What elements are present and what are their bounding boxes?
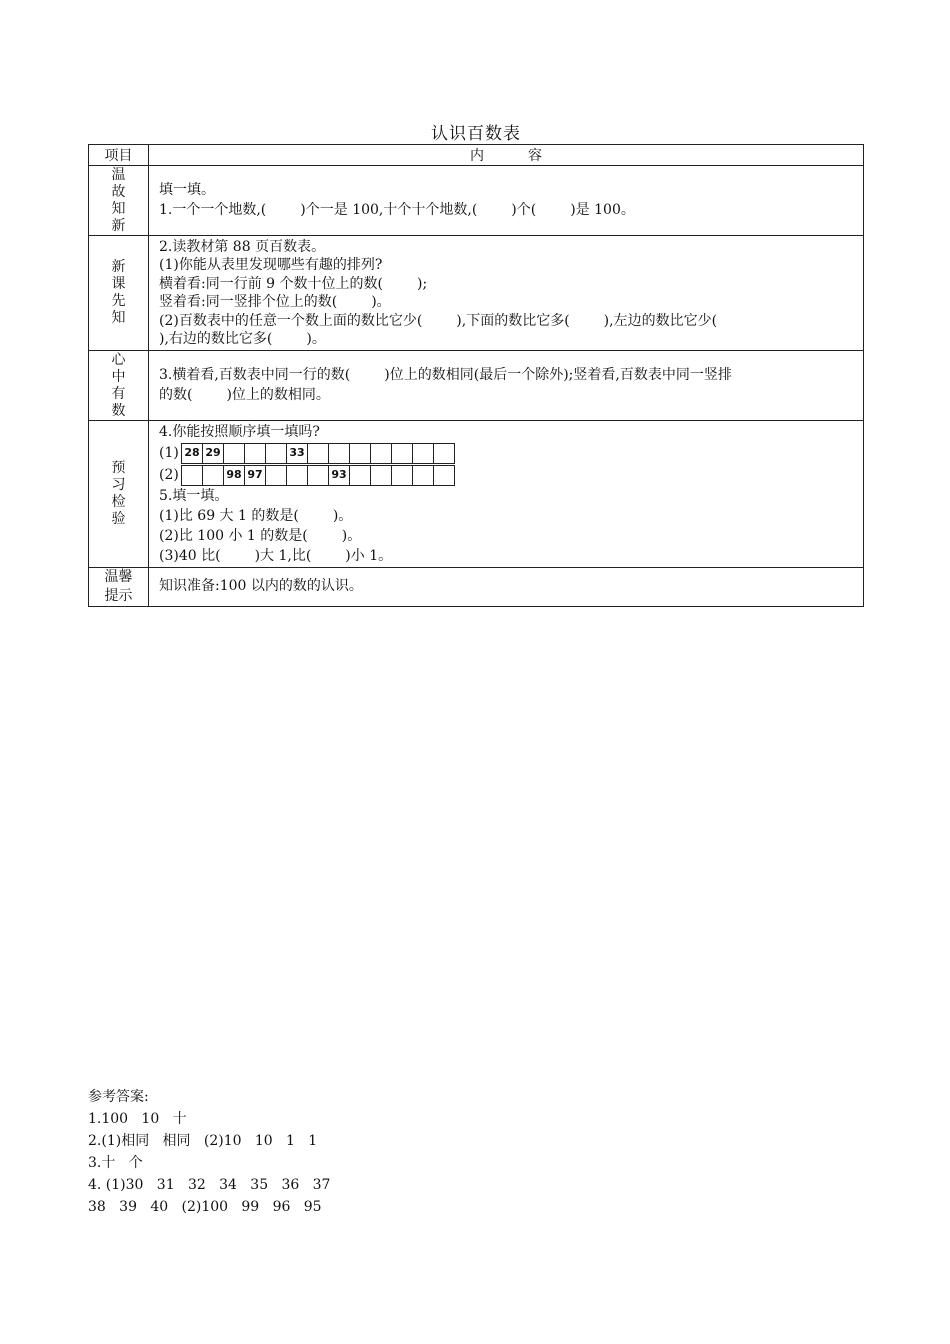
label-char: 知 — [111, 310, 126, 326]
sequence-cell[interactable] — [308, 444, 329, 464]
text-line: (2)百数表中的任意一个数上面的数比它少( ),下面的数比它多( ),左边的数比它少( — [159, 312, 718, 329]
label-char: 新 — [111, 217, 126, 234]
question-5: 5.填一填。 — [159, 488, 229, 504]
sequence-cell[interactable] — [413, 444, 434, 464]
sequence-label: (2) — [159, 467, 179, 483]
label-char: 新 — [111, 259, 126, 275]
section-new-lesson-label — [89, 236, 149, 351]
text-line: 横着看:同一行前 9 个数十位上的数( ); — [159, 275, 428, 292]
label-char: 温 — [111, 166, 126, 183]
sequence-cell[interactable] — [266, 466, 287, 486]
sequence-cell[interactable] — [350, 466, 371, 486]
sequence-cell[interactable] — [392, 444, 413, 464]
text-line: (1)你能从表里发现哪些有趣的排列? — [159, 257, 383, 273]
text-line: 的数( )位上的数相同。 — [159, 386, 330, 403]
label-char: 故 — [111, 183, 126, 200]
text-line: (3)40 比( )大 1,比( )小 1。 — [159, 548, 393, 564]
sequence-cell[interactable] — [329, 444, 350, 464]
sequence-cell: 98 — [224, 466, 245, 486]
sequence-cell[interactable] — [371, 444, 392, 464]
section-preview-content — [149, 421, 864, 568]
sequence-boxes — [181, 443, 455, 464]
sequence-cell[interactable] — [266, 444, 287, 464]
section-new-lesson-content — [149, 236, 864, 351]
section-mind-label — [89, 351, 149, 421]
sequence-cell[interactable] — [350, 444, 371, 464]
sequence-cell[interactable] — [308, 466, 329, 486]
label-char: 心 — [111, 351, 126, 368]
sequence-cell[interactable] — [434, 444, 455, 464]
text-line: 填一填。 — [159, 182, 215, 198]
section-mind — [89, 351, 864, 421]
sequence-cell[interactable] — [371, 466, 392, 486]
label-char: 有 — [111, 385, 126, 402]
answer-line: 2.(1)相同 相同 (2)10 10 1 1 — [88, 1133, 318, 1149]
sequence-cell: 33 — [287, 444, 308, 464]
header-project: 项目 — [89, 145, 149, 166]
sequence-label: (1) — [159, 445, 179, 461]
text-line: ),右边的数比它多( )。 — [159, 331, 326, 347]
section-review-content — [149, 166, 864, 236]
sequence-row-1 — [159, 442, 854, 464]
label-char: 数 — [111, 402, 126, 419]
label-char: 先 — [111, 293, 126, 309]
sequence-cell[interactable] — [392, 466, 413, 486]
question-2: 2.读教材第 88 页百数表。 — [159, 238, 326, 255]
page-title: 认识百数表 — [431, 124, 521, 144]
section-mind-content — [149, 351, 864, 421]
sequence-cell: 29 — [203, 444, 224, 464]
label-line: 提示 — [104, 588, 133, 604]
label-char: 中 — [111, 368, 126, 385]
answer-line: 1.100 10 十 — [88, 1111, 187, 1127]
label-char: 习 — [111, 477, 126, 493]
sequence-cell[interactable] — [245, 444, 266, 464]
label-char: 验 — [111, 511, 126, 527]
worksheet-table — [88, 144, 864, 607]
table-header-row — [89, 145, 864, 166]
section-preview — [89, 421, 864, 568]
header-content — [149, 145, 864, 166]
question-1: 1.一个一个地数,( )个一是 100,十个十个地数,( )个( )是 100。 — [159, 201, 635, 218]
label-char: 检 — [111, 494, 126, 510]
section-tips-content: 知识准备:100 以内的数的认识。 — [149, 568, 864, 607]
section-tips-label — [89, 568, 149, 607]
header-content-char: 内 — [470, 148, 484, 164]
header-content-char: 容 — [528, 148, 542, 164]
section-tips — [89, 568, 864, 607]
sequence-cell: 28 — [182, 444, 203, 464]
sequence-row-2 — [159, 464, 854, 486]
sequence-cell[interactable] — [203, 466, 224, 486]
label-char: 知 — [111, 200, 126, 217]
answer-line: 4. (1)30 31 32 34 35 36 37 — [88, 1177, 331, 1193]
answer-key — [88, 1086, 330, 1218]
sequence-cell[interactable] — [287, 466, 308, 486]
label-char: 课 — [111, 276, 126, 292]
sequence-cell[interactable] — [224, 444, 245, 464]
sequence-cell: 93 — [329, 466, 350, 486]
label-char: 预 — [111, 460, 126, 476]
section-review-label — [89, 166, 149, 236]
answer-line: 38 39 40 (2)100 99 96 95 — [88, 1199, 322, 1215]
question-4: 4.你能按照顺序填一填吗? — [159, 424, 320, 440]
answer-key-title: 参考答案: — [88, 1089, 149, 1105]
section-preview-label — [89, 421, 149, 568]
section-new-lesson — [89, 236, 864, 351]
text-line: 竖着看:同一竖排个位上的数( )。 — [159, 294, 391, 310]
label-line: 温馨 — [104, 569, 133, 585]
sequence-cell[interactable] — [413, 466, 434, 486]
sequence-cell[interactable] — [434, 466, 455, 486]
sequence-cell[interactable] — [182, 466, 203, 486]
question-3: 3.横着看,百数表中同一行的数( )位上的数相同(最后一个除外);竖着看,百数表中同一竖排 — [159, 367, 732, 383]
text-line: (2)比 100 小 1 的数是( )。 — [159, 528, 362, 544]
section-review — [89, 166, 864, 236]
text-line: (1)比 69 大 1 的数是( )。 — [159, 508, 353, 524]
sequence-cell: 97 — [245, 466, 266, 486]
answer-line: 3.十 个 — [88, 1155, 143, 1171]
sequence-boxes — [181, 465, 455, 486]
